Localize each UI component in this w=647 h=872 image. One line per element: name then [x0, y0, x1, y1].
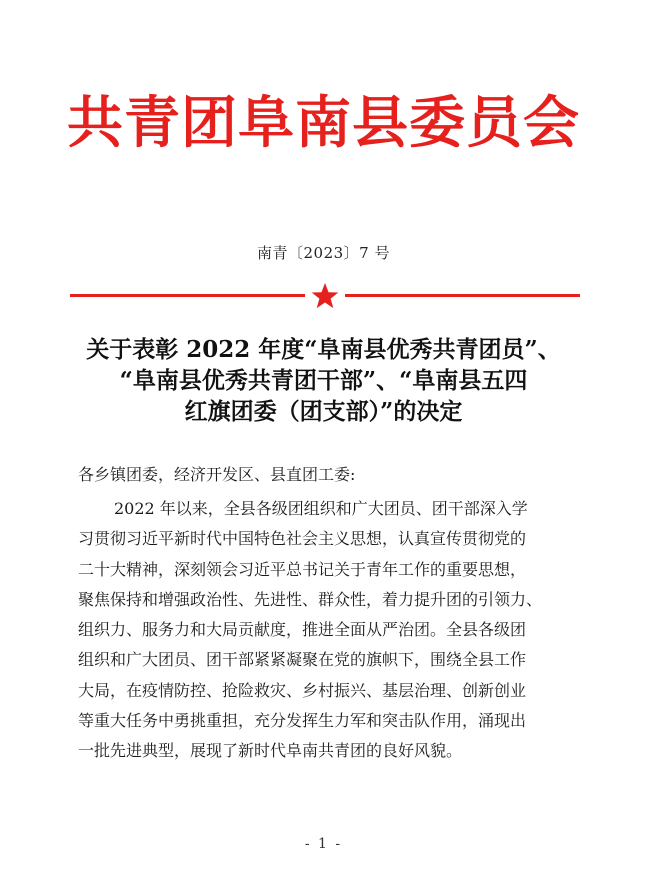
divider-line-right	[345, 294, 580, 297]
body-line: 一批先进典型，展现了新时代阜南共青团的良好风貌。	[78, 741, 463, 761]
body-line: 习贯彻习近平新时代中国特色社会主义思想，认真宣传贯彻党的	[78, 529, 527, 549]
recipient-line: 各乡镇团委，经济开发区、县直团工委:	[78, 465, 356, 484]
body-paragraph	[78, 494, 578, 767]
title-line: 红旗团委（团支部）”的决定	[184, 398, 463, 425]
document-number: 南青〔2023〕7 号	[257, 244, 390, 262]
star-icon	[310, 281, 340, 311]
body-line: 等重大任务中勇挑重担，充分发挥生力军和突击队作用，涌现出	[78, 711, 527, 731]
red-divider	[70, 281, 580, 311]
body-line: 聚焦保持和增强政治性、先进性、群众性，着力提升团的引领力、	[78, 589, 543, 609]
divider-line-left	[70, 294, 305, 297]
body-line: 二十大精神，深刻领会习近平总书记关于青年工作的重要思想，	[78, 559, 527, 579]
body-line: 组织和广大团员、团干部紧紧凝聚在党的旗帜下，围绕全县工作	[78, 650, 527, 670]
document-title	[0, 334, 647, 427]
title-line: “阜南县优秀共青团干部”、“阜南县五四	[119, 367, 528, 394]
page-number: - 1 -	[304, 836, 343, 852]
body-line: 组织力、服务力和大局贡献度，推进全面从严治团。全县各级团	[78, 620, 527, 640]
body-line: 2022 年以来，全县各级团组织和广大团员、团干部深入学	[114, 499, 528, 518]
issuing-organization-header: 共青团阜南县委员会	[67, 90, 580, 156]
title-line: 关于表彰 2022 年度“阜南县优秀共青团员”、	[86, 336, 561, 363]
body-line: 大局，在疫情防控、抢险救灾、乡村振兴、基层治理、创新创业	[78, 680, 527, 700]
